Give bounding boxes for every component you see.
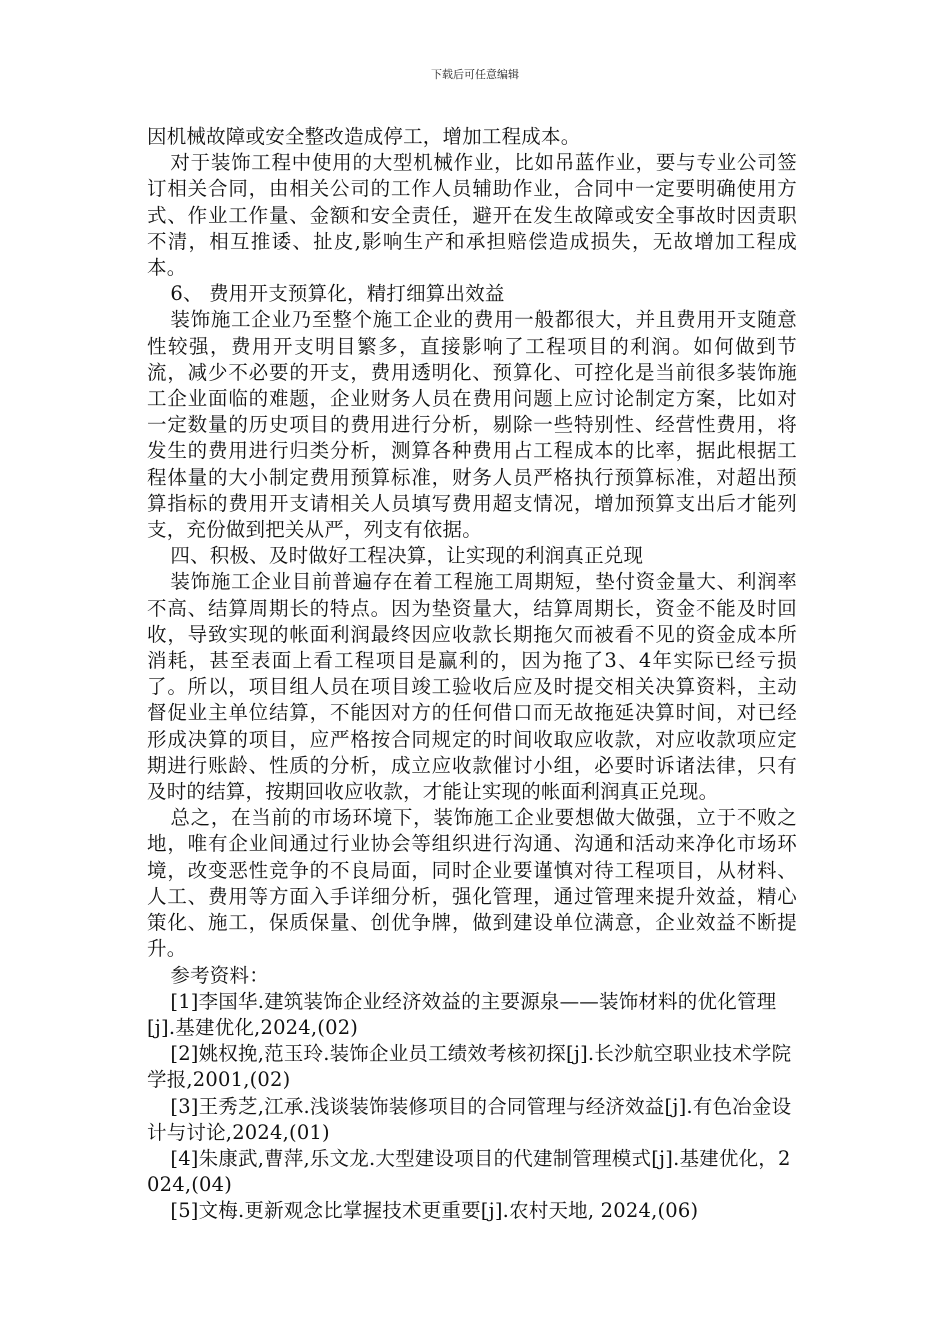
reference-item: [2]姚权挽,范玉玲.装饰企业员工绩效考核初探[j].长沙航空职业技术学院学报,2001,(02) xyxy=(147,1042,792,1092)
paragraph-conclusion: 总之，在当前的市场环境下，装饰施工企业要想做大做强，立于不败之地，唯有企业间通过行业协会等组织进行沟通、沟通和活动来净化市场环境，改变恶性竞争的不良局面，同时企业要谨慎对待工程项目，从材料、人工、费用等方面入手详细分析，强化管理，通过管理来提升效益，精心策化、施工，保质保量、创优争牌，做到建设单位满意，企业效益不断提升。 xyxy=(147,806,797,961)
reference-item: [3]王秀芝,江承.浅谈装饰装修项目的合同管理与经济效益[j].有色冶金设计与讨论,2024,(01) xyxy=(147,1094,792,1144)
page-header: 下载后可任意编辑 xyxy=(431,68,519,81)
section-heading-6: 6、 费用开支预算化，精打细算出效益 xyxy=(170,282,505,306)
section-heading-4: 四、积极、及时做好工程决算，让实现的利润真正兑现 xyxy=(170,544,644,568)
references-heading: 参考资料： xyxy=(170,963,269,987)
reference-item: [5]文梅.更新观念比掌握技术更重要[j].农村天地, 2024,(06) xyxy=(170,1199,699,1223)
reference-item: [4]朱康武,曹萍,乐文龙.大型建设项目的代建制管理模式[j].基建优化，2024,(04) xyxy=(147,1146,791,1197)
paragraph-settlement: 装饰施工企业目前普遍存在着工程施工周期短，垫付资金量大、利润率不高、结算周期长的特点。因为垫资量大，结算周期长，资金不能及时回收，导致实现的帐面利润最终因应收款长期拖欠而被看不见的资金成本所消耗，甚至表面上看工程项目是赢利的，因为拖了3、4年实际已经亏损了。所以，项目组人员在项目竣工验收后应及时提交相关决算资料，主动督促业主单位结算，不能因对方的任何借口而无故拖延决算时间，对已经形成决算的项目，应严格按合同规定的时间收取应收款，对应收款项应定期进行账龄、性质的分析，成立应收款催讨小组，必要时诉诸法律，只有及时的结算，按期回收应收款，才能让实现的帐面利润真正兑现。 xyxy=(147,570,797,804)
document-body xyxy=(147,124,797,1225)
reference-item: [1]李国华.建筑装饰企业经济效益的主要源泉——装饰材料的优化管理[j].基建优化,2024,(02) xyxy=(147,989,777,1039)
paragraph-expenses: 装饰施工企业乃至整个施工企业的费用一般都很大，并且费用开支随意性较强，费用开支明目繁多，直接影响了工程项目的利润。如何做到节流，减少不必要的开支，费用透明化、预算化、可控化是当前很多装饰施工企业面临的难题，企业财务人员在费用问题上应讨论制定方案，比如对一定数量的历史项目的费用进行分析，剔除一些特别性、经营性费用，将发生的费用进行归类分析，测算各种费用占工程成本的比率，据此根据工程体量的大小制定费用预算标准，财务人员严格执行预算标准，对超出预算指标的费用开支请相关人员填写费用超支情况，增加预算支出后才能列支，充份做到把关从严，列支有依据。 xyxy=(147,308,797,542)
paragraph-machinery: 对于装饰工程中使用的大型机械作业，比如吊蓝作业，要与专业公司签订相关合同，由相关公司的工作人员辅助作业，合同中一定要明确使用方式、作业工作量、金额和安全责任，避开在发生故障或安全事故时因责职不清，相互推诿、扯皮,影响生产和承担赔偿造成损失，无故增加工程成本。 xyxy=(147,151,797,280)
paragraph-continuation: 因机械故障或安全整改造成停工，增加工程成本。 xyxy=(147,125,581,148)
